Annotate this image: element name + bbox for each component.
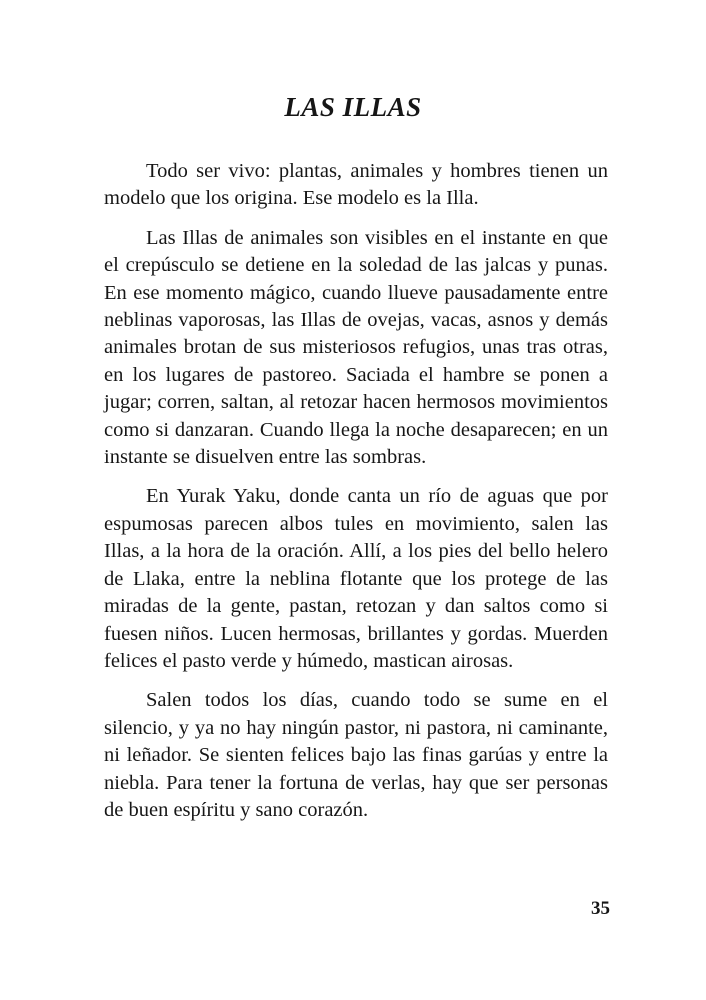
body-text [104,158,608,836]
paragraph-3: En Yurak Yaku, donde canta un río de aguas que por espumosas parecen albos tules en movimiento, salen las Illas, a la hora de la oración. Allí, a los pies del bello helero de Llaka, entre la neblina flotante que los protege de las miradas de la gente, pastan, retozan y dan saltos como si fuesen niños. Lucen hermosas, brillantes y gordas. Muerden felices el pasto verde y húmedo, mastican airosas. [104,485,608,672]
chapter-title: LAS ILLAS [284,92,422,122]
paragraph-1: Todo ser vivo: plantas, animales y hombres tienen un modelo que los origina. Ese modelo es la Illa. [104,160,608,210]
page-number: 35 [591,898,610,919]
paragraph-4: Salen todos los días, cuando todo se sume en el silencio, y ya no hay ningún pastor, ni pastora, ni caminante, ni leñador. Se sienten felices bajo las finas garúas y entre la niebla. Para tener la fortuna de verlas, hay que ser personas de buen espíritu y sano corazón. [104,689,608,821]
paragraph-2: Las Illas de animales son visibles en el instante en que el crepúsculo se detiene en la soledad de las jalcas y punas. En ese momento mágico, cuando llueve pausadamente entre neblinas vaporosas, las Illas de ovejas, vacas, asnos y demás animales brotan de sus misteriosos refugios, unas tras otras, en los lugares de pastoreo. Saciada el hambre se ponen a jugar; corren, saltan, al retozar hacen hermosos movimientos como si danzaran. Cuando llega la noche desaparecen; en un instante se disuelven entre las sombras. [104,226,608,469]
